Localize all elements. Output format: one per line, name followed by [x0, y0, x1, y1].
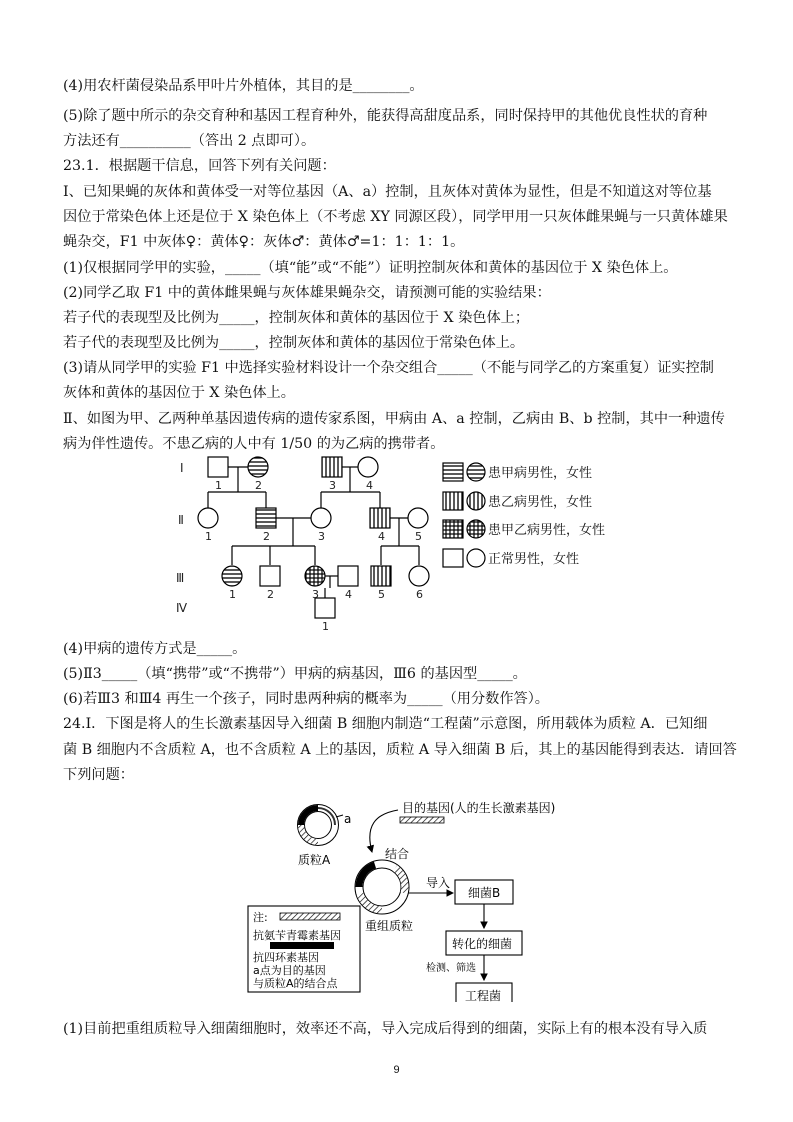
target-gene-label: 目的基因(人的生长激素基因) [402, 801, 556, 815]
target-gene-bar [400, 817, 444, 823]
text-line: (1)仅根据同学甲的实验，_____（填“能”或“不能”）证明控制灰体和黄体的基因位于 X 染色体上。 [63, 260, 678, 276]
individual-number: 3 [312, 588, 319, 601]
engineered-bacteria-label: 工程菌 [465, 989, 502, 1002]
note-tet-label: 抗四环素基因 [253, 951, 319, 964]
text-line: 菌 B 细胞内不含质粒 A，也不含质粒 A 上的基因，质粒 A 导入细菌 B 后，其上的基因能得到表达．请回答 [63, 742, 737, 758]
individual-number: 2 [263, 530, 270, 543]
individual-number: 4 [345, 588, 352, 601]
text-line: 方法还有__________（答出 2 点即可）。 [63, 133, 316, 149]
individual-number: 3 [329, 479, 336, 492]
bacteria-b-label: 细菌B [468, 886, 501, 900]
individual-number: 1 [205, 530, 212, 543]
pedigree-III-5-affected-B-male [371, 566, 391, 586]
pedigree-chart [160, 452, 640, 632]
pedigree-III-6-normal-female [409, 566, 429, 586]
text-line: 若子代的表现型及比例为_____，控制灰体和黄体的基因位于 X 染色体上； [63, 310, 530, 326]
generation-label: Ⅳ [176, 601, 188, 615]
individual-number: 4 [378, 530, 385, 543]
individual-number: 1 [322, 620, 329, 632]
point-a-label: a [344, 812, 352, 826]
generation-label: I [180, 461, 184, 475]
text-line: (6)若Ⅲ3 和Ⅲ4 再生一个孩子，同时患两种病的概率为_____（用分数作答）。 [63, 691, 549, 707]
text-line: 蝇杂交，F1 中灰体♀：黄体♀：灰体♂：黄体♂=1：1：1：1。 [63, 234, 465, 250]
text-line: Ⅱ、如图为甲、乙两种单基因遗传病的遗传家系图，甲病由 A、a 控制，乙病由 B、b 控制，其中一种遗传 [63, 411, 725, 427]
individual-number: 5 [378, 588, 385, 601]
text-line: (4)用农杆菌侵染品系甲叶片外植体，其目的是________。 [63, 78, 424, 94]
combine-label: 结合 [385, 847, 410, 861]
import-label: 导入 [426, 876, 451, 890]
legend-label: 正常男性，女性 [488, 552, 580, 567]
text-line: (5)除了题中所示的杂交育种和基因工程育种外，能获得高甜度品系，同时保持甲的其他优良性状的育种 [63, 108, 708, 124]
text-line: (1)目前把重组质粒导入细菌细胞时，效率还不高，导入完成后得到的细菌，实际上有的根本没有导入质 [63, 1021, 708, 1037]
amp-resistance-swatch [280, 913, 340, 920]
generation-label: Ⅱ [178, 513, 184, 527]
pedigree-III-3-affected-AB-female [305, 566, 325, 586]
pedigree-I-4-normal-female [358, 457, 378, 477]
individual-number: 3 [318, 530, 325, 543]
individual-number: 4 [366, 479, 373, 492]
text-line: (3)请从同学甲的实验 F1 中选择实验材料设计一个杂交组合_____（不能与同学乙的方案重复）证实控制 [63, 360, 714, 376]
legend-label: 患乙病男性，女性 [488, 495, 593, 510]
pedigree-III-2-normal-male [260, 566, 280, 586]
pedigree-I-2-affected-A-female [248, 457, 268, 477]
recombinant-plasmid-label: 重组质粒 [365, 919, 414, 933]
note-a-line1: a点为目的基因 [253, 964, 326, 977]
individual-number: 2 [255, 479, 262, 492]
note-title: 注: [253, 911, 268, 924]
transformed-bacteria-label: 转化的细菌 [452, 937, 513, 951]
text-line: I、已知果蝇的灰体和黄体受一对等位基因（A、a）控制，且灰体对黄体为显性，但是不知道这对等位基 [63, 184, 712, 200]
diagram-note-box [248, 906, 360, 992]
text-line: (5)Ⅱ3_____（填“携带”或“不携带”）甲病的病基因，Ⅲ6 的基因型_____。 [63, 666, 527, 682]
text-line: 下列问题： [63, 767, 134, 783]
pedigree-II-3-normal-female [311, 508, 331, 528]
tet-resistance-swatch [270, 942, 334, 949]
text-line: 灰体和黄体的基因位于 X 染色体上。 [63, 385, 295, 401]
legend-label: 患甲病男性，女性 [488, 466, 593, 481]
text-line: 因位于常染色体上还是位于 X 染色体上（不考虑 XY 同源区段），同学甲用一只灰体雌果蝇与一只黄体雄果 [63, 209, 728, 225]
plasmid-diagram [240, 792, 560, 1002]
legend-label: 患甲乙病男性，女性 [488, 523, 606, 538]
screening-label: 检测、筛选 [426, 963, 476, 974]
pedigree-III-1-affected-A-female [222, 566, 242, 586]
pedigree-II-2-affected-A-male [256, 508, 276, 528]
pedigree-II-1-normal-female [198, 508, 218, 528]
question-heading: 23.1．根据题干信息，回答下列有关问题： [63, 158, 336, 174]
text-line: (2)同学乙取 F1 中的黄体雌果蝇与灰体雄果蝇杂交，请预测可能的实验结果： [63, 285, 551, 301]
pedigree-II-4-affected-B-male [370, 508, 390, 528]
pedigree-IV-1-normal-male [315, 598, 335, 618]
individual-number: 2 [267, 588, 274, 601]
pedigree-II-5-normal-female [408, 508, 428, 528]
page-number: 9 [393, 1064, 400, 1076]
text-line: 若子代的表现型及比例为_____，控制灰体和黄体的基因位于常染色体上。 [63, 335, 525, 351]
individual-number: 6 [416, 588, 423, 601]
text-line: 病为伴性遗传。不患乙病的人中有 1/50 的为乙病的携带者。 [63, 436, 445, 452]
plasmid-a-label: 质粒A [298, 853, 331, 867]
question-heading: 24.Ⅰ．下图是将人的生长激素基因导入细菌 B 细胞内制造“工程菌”示意图，所用载体为质粒 A．已知细 [63, 716, 708, 732]
note-amp-label: 抗氨苄青霉素基因 [253, 929, 341, 942]
pedigree-III-4-normal-male [338, 566, 358, 586]
generation-label: Ⅲ [176, 571, 185, 585]
pedigree-legend [443, 463, 605, 567]
plasmid-a-ring [301, 808, 335, 842]
note-a-line2: 与质粒A的结合点 [253, 977, 338, 990]
individual-number: 1 [229, 588, 236, 601]
individual-number: 5 [415, 530, 422, 543]
text-line: (4)甲病的遗传方式是_____。 [63, 641, 247, 657]
pedigree-I-3-affected-B-male [322, 457, 342, 477]
recombinant-plasmid-ring [359, 864, 405, 910]
individual-number: 1 [215, 479, 222, 492]
pedigree-I-1-normal-male [208, 457, 228, 477]
